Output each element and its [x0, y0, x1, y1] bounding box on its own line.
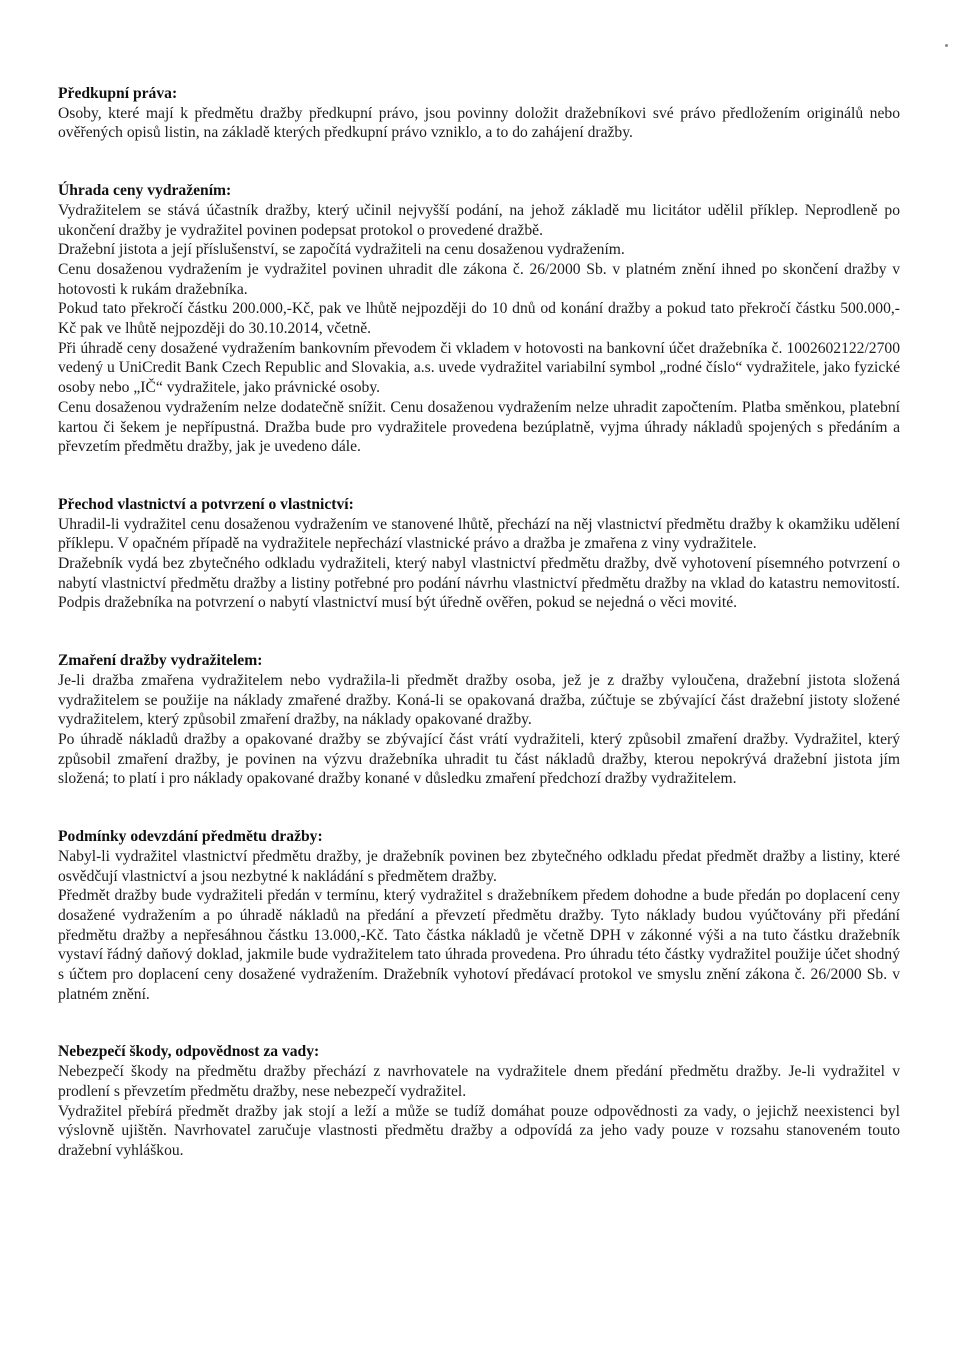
paragraph: Osoby, které mají k předmětu dražby předkupní právo, jsou povinny doložit dražebníkovi své právo předložením originálů nebo ověřených opisů listin, na základě kterých předkupní právo vzniklo, a to do zahájení dražby.	[58, 104, 900, 142]
section-predkupni-prava	[58, 84, 900, 143]
paragraph: Dražebník vydá bez zbytečného odkladu vydražiteli, který nabyl vlastnictví předmětu dražby, dvě vyhotovení písemného potvrzení o nabytí vlastnictví předmětu dražby a listiny potřebné pro podání návrhu vlastnictví předmětu dražby na vklad do katastru nemovitostí. Podpis dražebníka na potvrzení o nabytí vlastnictví musí být úředně ověřen, pokud se nejedná o věci movité.	[58, 555, 900, 612]
section-zmareni-drazby	[58, 651, 900, 789]
section-heading: Úhrada ceny vydražením:	[58, 182, 232, 200]
paragraph: Dražební jistota a její příslušenství, se započítá vydražiteli na cenu dosaženou vydražením.	[58, 241, 625, 259]
paragraph: Vydražitel přebírá předmět dražby jak stojí a leží a může se tudíž domáhat pouze odpovědnosti za vady, o jejichž neexistenci byl výslovně ujištěn. Navrhovatel zaručuje vlastnosti předmětu dražby a odpovídá za jeho vady pouze v rozsahu stanoveném touto dražební vyhláškou.	[58, 1102, 900, 1159]
section-heading: Zmaření dražby vydražitelem:	[58, 652, 263, 670]
section-podminky-odevzdani	[58, 827, 900, 1004]
paragraph: Uhradil-li vydražitel cenu dosaženou vydražením ve stanovené lhůtě, přechází na něj vlastnictví předmětu dražby k okamžiku udělení příklepu. V opačném případě na vydražitele nepřechází vlastnické právo a dražba je zmařena z viny vydražitele.	[58, 515, 900, 553]
paragraph: Při úhradě ceny dosažené vydražením bankovním převodem či vkladem v hotovosti na bankovní účet dražebníka č. 1002602122/2700 vedený u UniCredit Bank Czech Republic and Slovakia, a.s. uvede vydražitel variabilní symbol „rodné číslo“ vydražitele, jako fyzické osoby nebo „IČ“ vydražitele, jako právnické osoby.	[58, 339, 900, 397]
scan-speck	[945, 44, 948, 47]
section-prechod-vlastnictvi	[58, 495, 900, 613]
paragraph: Nebezpečí škody na předmětu dražby přechází z navrhovatele na vydražitele dnem předání předmětu dražby. Je-li vydražitel v prodlení s převzetím předmětu dražby, nese nebezpečí vydražitel.	[58, 1063, 900, 1100]
paragraph: Předmět dražby bude vydražiteli předán v termínu, který vydražitel s dražebníkem předem dohodne a bude předán po doplacení ceny dosažené vydražením a po úhradě nákladů na předání a převzetí předmětu dražby. Tyto náklady budou vyúčtovány při předání předmětu dražby a nepřesáhnou částku 13.000,-Kč. Tato částka nákladů je včetně DPH v zákonné výši a na tuto částku dražebník vystaví řádný daňový doklad, jakmile bude vydražitelem tato úhrada provedena. Pro úhradu této částky vydražitel použije účet shodný s účtem pro doplacení ceny dosažené vydražením. Dražebník vyhotoví předávací protokol ve smyslu znění zákona č. 26/2000 Sb. v platném znění.	[58, 887, 900, 1003]
section-heading: Nebezpečí škody, odpovědnost za vady:	[58, 1043, 320, 1061]
paragraph: Vydražitelem se stává účastník dražby, který učinil nejvyšší podání, na jehož základě mu licitátor udělil příklep. Neprodleně po ukončení dražby je vydražitel povinen podepsat protokol o provedené dražbě.	[58, 201, 900, 239]
section-nebezpeci-skody	[58, 1042, 900, 1160]
section-uhrada-ceny	[58, 181, 900, 457]
paragraph: Nabyl-li vydražitel vlastnictví předmětu dražby, je dražebník povinen bez zbytečného odkladu předat předmět dražby a listiny, které osvědčují vlastnictví a jsou nezbytné k nakládání s předmětem dražby.	[58, 847, 900, 885]
section-heading: Podmínky odevzdání předmětu dražby:	[58, 828, 323, 846]
paragraph: Pokud tato překročí částku 200.000,-Kč, pak ve lhůtě nejpozději do 10 dnů od konání dražby a pokud tato překročí částku 500.000,- Kč pak ve lhůtě nejpozději do 30.10.2014, včetně.	[58, 300, 900, 338]
paragraph: Je-li dražba zmařena vydražitelem nebo vydražila-li předmět dražby osoba, jež je z dražby vyloučena, dražební jistota složená vydražitelem se použije na náklady zmařené dražby. Koná-li se opakovaná dražba, zúčtuje se zbývající část dražební jistoty složené vydražitelem, který způsobil zmaření dražby, na náklady opakované dražby.	[58, 671, 900, 729]
paragraph: Cenu dosaženou vydražením je vydražitel povinen uhradit dle zákona č. 26/2000 Sb. v platném znění ihned po skončení dražby v hotovosti k rukám dražebníka.	[58, 260, 900, 298]
paragraph: Po úhradě nákladů dražby a opakované dražby se zbývající část vrátí vydražiteli, který způsobil zmaření dražby. Vydražitel, který způsobil zmaření dražby, je povinen na výzvu dražebníka uhradit tu část nákladů dražby, kterou nepokrývá dražební jistota jím složená; to platí i pro náklady opakované dražby konané v důsledku zmaření předchozí dražby vydražitelem.	[58, 730, 900, 788]
paragraph: Cenu dosaženou vydražením nelze dodatečně snížit. Cenu dosaženou vydražením nelze uhradit započtením. Platba směnkou, platební kartou či šekem je nepřípustná. Dražba bude pro vydražitele provedena bezúplatně, vyjma úhrady nákladů spojených s předáním a převzetím předmětu dražby, jak je uvedeno dále.	[58, 398, 900, 456]
document-page	[58, 84, 900, 1199]
section-heading: Přechod vlastnictví a potvrzení o vlastnictví:	[58, 495, 354, 513]
section-heading: Předkupní práva:	[58, 85, 178, 102]
